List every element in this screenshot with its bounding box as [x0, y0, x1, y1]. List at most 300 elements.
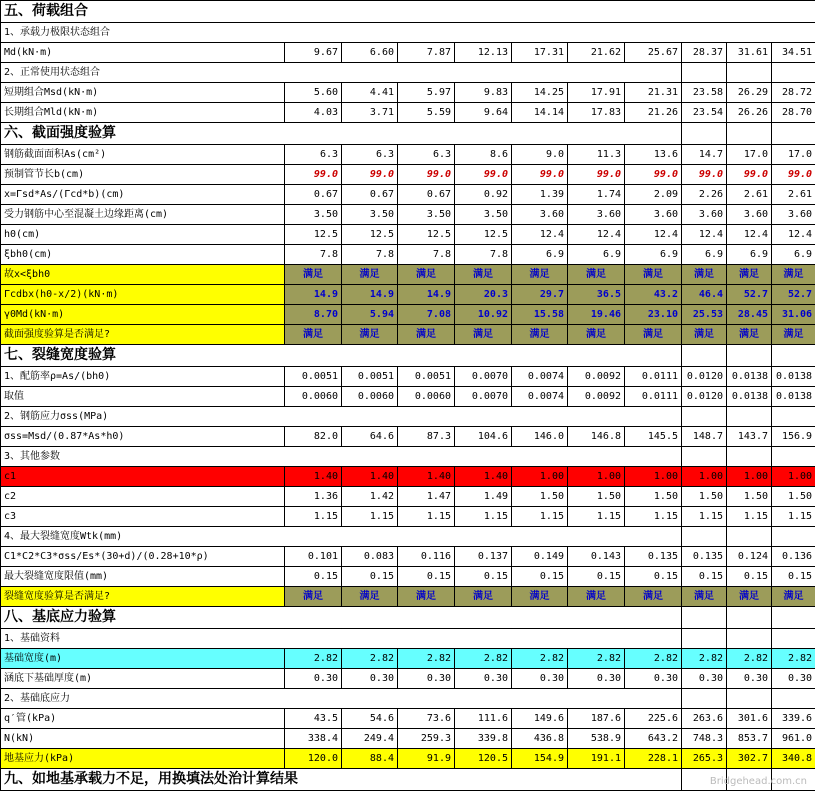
section-heading[interactable]: 五、荷载组合: [1, 1, 815, 23]
value-cell[interactable]: 91.9: [398, 749, 455, 769]
value-cell[interactable]: 3.60: [772, 205, 815, 225]
value-cell[interactable]: 4.03: [285, 103, 342, 123]
value-cell[interactable]: 1.40: [342, 467, 398, 487]
row-label[interactable]: 最大裂缝宽度限值(mm): [1, 567, 285, 587]
value-cell[interactable]: 12.4: [682, 225, 727, 245]
row-label[interactable]: 地基应力(kPa): [1, 749, 285, 769]
value-cell[interactable]: 853.7: [727, 729, 772, 749]
empty-cell[interactable]: [682, 527, 727, 547]
value-cell[interactable]: 120.0: [285, 749, 342, 769]
row-label[interactable]: σss=Msd/(0.87*As*h0): [1, 427, 285, 447]
value-cell[interactable]: 43.2: [625, 285, 682, 305]
row-label[interactable]: 截面强度验算是否满足?: [1, 325, 285, 345]
empty-cell[interactable]: [727, 407, 772, 427]
value-cell[interactable]: 满足: [512, 587, 568, 607]
value-cell[interactable]: 满足: [625, 265, 682, 285]
value-cell[interactable]: 436.8: [512, 729, 568, 749]
value-cell[interactable]: 14.14: [512, 103, 568, 123]
value-cell[interactable]: 满足: [285, 325, 342, 345]
row-label[interactable]: 4、最大裂缝宽度Wtk(mm): [1, 527, 682, 547]
value-cell[interactable]: 0.137: [455, 547, 512, 567]
value-cell[interactable]: 3.50: [398, 205, 455, 225]
empty-cell[interactable]: [727, 345, 772, 367]
value-cell[interactable]: 0.30: [772, 669, 815, 689]
value-cell[interactable]: 2.82: [455, 649, 512, 669]
value-cell[interactable]: 28.45: [727, 305, 772, 325]
row-label[interactable]: N(kN): [1, 729, 285, 749]
value-cell[interactable]: 20.3: [455, 285, 512, 305]
value-cell[interactable]: 1.50: [682, 487, 727, 507]
value-cell[interactable]: 满足: [342, 265, 398, 285]
row-label[interactable]: 2、正常使用状态组合: [1, 63, 682, 83]
value-cell[interactable]: 3.50: [342, 205, 398, 225]
empty-cell[interactable]: [727, 63, 772, 83]
value-cell[interactable]: 满足: [455, 325, 512, 345]
value-cell[interactable]: 12.4: [512, 225, 568, 245]
value-cell[interactable]: 3.71: [342, 103, 398, 123]
value-cell[interactable]: 99.0: [285, 165, 342, 185]
section-heading[interactable]: 六、截面强度验算: [1, 123, 682, 145]
empty-cell[interactable]: [682, 63, 727, 83]
value-cell[interactable]: 1.00: [727, 467, 772, 487]
value-cell[interactable]: 28.72: [772, 83, 815, 103]
value-cell[interactable]: 87.3: [398, 427, 455, 447]
value-cell[interactable]: 6.3: [285, 145, 342, 165]
value-cell[interactable]: 8.70: [285, 305, 342, 325]
value-cell[interactable]: 0.0111: [625, 367, 682, 387]
value-cell[interactable]: 12.5: [398, 225, 455, 245]
value-cell[interactable]: 2.26: [682, 185, 727, 205]
value-cell[interactable]: 21.26: [625, 103, 682, 123]
value-cell[interactable]: 2.82: [727, 649, 772, 669]
value-cell[interactable]: 1.50: [568, 487, 625, 507]
value-cell[interactable]: 339.8: [455, 729, 512, 749]
value-cell[interactable]: 28.70: [772, 103, 815, 123]
value-cell[interactable]: 1.00: [625, 467, 682, 487]
value-cell[interactable]: 0.15: [398, 567, 455, 587]
value-cell[interactable]: 28.37: [682, 43, 727, 63]
value-cell[interactable]: 21.31: [625, 83, 682, 103]
value-cell[interactable]: 1.00: [568, 467, 625, 487]
value-cell[interactable]: 0.30: [625, 669, 682, 689]
value-cell[interactable]: 12.4: [625, 225, 682, 245]
value-cell[interactable]: 23.58: [682, 83, 727, 103]
value-cell[interactable]: 4.41: [342, 83, 398, 103]
value-cell[interactable]: 满足: [682, 587, 727, 607]
value-cell[interactable]: 0.15: [342, 567, 398, 587]
value-cell[interactable]: 1.15: [727, 507, 772, 527]
empty-cell[interactable]: [682, 607, 727, 629]
empty-cell[interactable]: [682, 123, 727, 145]
value-cell[interactable]: 7.87: [398, 43, 455, 63]
value-cell[interactable]: 265.3: [682, 749, 727, 769]
value-cell[interactable]: 6.9: [568, 245, 625, 265]
value-cell[interactable]: 5.60: [285, 83, 342, 103]
value-cell[interactable]: 1.15: [512, 507, 568, 527]
empty-cell[interactable]: [682, 629, 727, 649]
row-label[interactable]: q′管(kPa): [1, 709, 285, 729]
value-cell[interactable]: 0.30: [455, 669, 512, 689]
value-cell[interactable]: 6.3: [398, 145, 455, 165]
value-cell[interactable]: 满足: [285, 265, 342, 285]
value-cell[interactable]: 9.0: [512, 145, 568, 165]
row-label[interactable]: c3: [1, 507, 285, 527]
value-cell[interactable]: 满足: [625, 587, 682, 607]
value-cell[interactable]: 1.40: [398, 467, 455, 487]
value-cell[interactable]: 34.51: [772, 43, 815, 63]
value-cell[interactable]: 15.58: [512, 305, 568, 325]
value-cell[interactable]: 154.9: [512, 749, 568, 769]
value-cell[interactable]: 满足: [342, 587, 398, 607]
value-cell[interactable]: 0.0074: [512, 367, 568, 387]
value-cell[interactable]: 99.0: [625, 165, 682, 185]
value-cell[interactable]: 23.10: [625, 305, 682, 325]
value-cell[interactable]: 满足: [568, 587, 625, 607]
value-cell[interactable]: 6.9: [682, 245, 727, 265]
value-cell[interactable]: 0.15: [455, 567, 512, 587]
section-heading[interactable]: 八、基底应力验算: [1, 607, 682, 629]
row-label[interactable]: 3、其他参数: [1, 447, 682, 467]
value-cell[interactable]: 0.15: [682, 567, 727, 587]
value-cell[interactable]: 7.8: [342, 245, 398, 265]
value-cell[interactable]: 12.5: [285, 225, 342, 245]
value-cell[interactable]: 满足: [727, 265, 772, 285]
value-cell[interactable]: 0.0051: [285, 367, 342, 387]
value-cell[interactable]: 1.40: [455, 467, 512, 487]
value-cell[interactable]: 17.83: [568, 103, 625, 123]
value-cell[interactable]: 0.101: [285, 547, 342, 567]
value-cell[interactable]: 0.30: [285, 669, 342, 689]
value-cell[interactable]: 11.3: [568, 145, 625, 165]
empty-cell[interactable]: [682, 447, 727, 467]
row-label[interactable]: 裂缝宽度验算是否满足?: [1, 587, 285, 607]
value-cell[interactable]: 259.3: [398, 729, 455, 749]
empty-cell[interactable]: [772, 123, 815, 145]
value-cell[interactable]: 0.92: [455, 185, 512, 205]
value-cell[interactable]: 88.4: [342, 749, 398, 769]
value-cell[interactable]: 23.54: [682, 103, 727, 123]
value-cell[interactable]: 0.116: [398, 547, 455, 567]
value-cell[interactable]: 0.135: [682, 547, 727, 567]
value-cell[interactable]: 191.1: [568, 749, 625, 769]
value-cell[interactable]: 0.67: [285, 185, 342, 205]
value-cell[interactable]: 1.15: [682, 507, 727, 527]
value-cell[interactable]: 99.0: [512, 165, 568, 185]
value-cell[interactable]: 1.36: [285, 487, 342, 507]
value-cell[interactable]: 3.50: [455, 205, 512, 225]
value-cell[interactable]: 1.50: [727, 487, 772, 507]
row-label[interactable]: 1、配筋率ρ=As/(bh0): [1, 367, 285, 387]
value-cell[interactable]: 2.82: [398, 649, 455, 669]
value-cell[interactable]: 1.74: [568, 185, 625, 205]
value-cell[interactable]: 46.4: [682, 285, 727, 305]
empty-cell[interactable]: [772, 447, 815, 467]
value-cell[interactable]: 302.7: [727, 749, 772, 769]
value-cell[interactable]: 0.30: [682, 669, 727, 689]
value-cell[interactable]: 17.0: [727, 145, 772, 165]
value-cell[interactable]: 263.6: [682, 709, 727, 729]
value-cell[interactable]: 0.143: [568, 547, 625, 567]
value-cell[interactable]: 满足: [568, 325, 625, 345]
value-cell[interactable]: 12.5: [455, 225, 512, 245]
row-label[interactable]: 基础宽度(m): [1, 649, 285, 669]
row-label[interactable]: 2、钢筋应力σss(MPa): [1, 407, 682, 427]
value-cell[interactable]: 99.0: [772, 165, 815, 185]
value-cell[interactable]: 3.60: [512, 205, 568, 225]
value-cell[interactable]: 19.46: [568, 305, 625, 325]
row-label[interactable]: 预制管节长b(cm): [1, 165, 285, 185]
value-cell[interactable]: 1.15: [772, 507, 815, 527]
value-cell[interactable]: 99.0: [727, 165, 772, 185]
value-cell[interactable]: 17.0: [772, 145, 815, 165]
value-cell[interactable]: 满足: [285, 587, 342, 607]
value-cell[interactable]: 0.0074: [512, 387, 568, 407]
value-cell[interactable]: 3.60: [727, 205, 772, 225]
value-cell[interactable]: 满足: [682, 265, 727, 285]
value-cell[interactable]: 1.15: [568, 507, 625, 527]
value-cell[interactable]: 0.124: [727, 547, 772, 567]
value-cell[interactable]: 0.136: [772, 547, 815, 567]
value-cell[interactable]: 6.9: [727, 245, 772, 265]
value-cell[interactable]: 0.149: [512, 547, 568, 567]
value-cell[interactable]: 225.6: [625, 709, 682, 729]
value-cell[interactable]: 0.30: [512, 669, 568, 689]
value-cell[interactable]: 145.5: [625, 427, 682, 447]
empty-cell[interactable]: [727, 527, 772, 547]
value-cell[interactable]: 1.15: [285, 507, 342, 527]
value-cell[interactable]: 29.7: [512, 285, 568, 305]
value-cell[interactable]: 2.61: [772, 185, 815, 205]
value-cell[interactable]: 21.62: [568, 43, 625, 63]
value-cell[interactable]: 2.09: [625, 185, 682, 205]
value-cell[interactable]: 99.0: [568, 165, 625, 185]
value-cell[interactable]: 0.083: [342, 547, 398, 567]
row-label[interactable]: c1: [1, 467, 285, 487]
value-cell[interactable]: 73.6: [398, 709, 455, 729]
empty-cell[interactable]: [727, 447, 772, 467]
value-cell[interactable]: 6.60: [342, 43, 398, 63]
value-cell[interactable]: 3.60: [568, 205, 625, 225]
row-label[interactable]: C1*C2*C3*σss/Es*(30+d)/(0.28+10*ρ): [1, 547, 285, 567]
value-cell[interactable]: 340.8: [772, 749, 815, 769]
value-cell[interactable]: 0.0070: [455, 367, 512, 387]
value-cell[interactable]: 3.60: [682, 205, 727, 225]
value-cell[interactable]: 52.7: [727, 285, 772, 305]
row-label[interactable]: Γcdbx(h0-x/2)(kN·m): [1, 285, 285, 305]
value-cell[interactable]: 9.67: [285, 43, 342, 63]
value-cell[interactable]: 111.6: [455, 709, 512, 729]
value-cell[interactable]: 99.0: [342, 165, 398, 185]
value-cell[interactable]: 99.0: [455, 165, 512, 185]
value-cell[interactable]: 满足: [455, 587, 512, 607]
value-cell[interactable]: 3.60: [625, 205, 682, 225]
value-cell[interactable]: 满足: [772, 587, 815, 607]
value-cell[interactable]: 2.82: [568, 649, 625, 669]
value-cell[interactable]: 146.0: [512, 427, 568, 447]
value-cell[interactable]: 14.7: [682, 145, 727, 165]
value-cell[interactable]: 54.6: [342, 709, 398, 729]
value-cell[interactable]: 1.39: [512, 185, 568, 205]
value-cell[interactable]: 0.0051: [398, 367, 455, 387]
section-heading[interactable]: 七、裂缝宽度验算: [1, 345, 682, 367]
value-cell[interactable]: 25.67: [625, 43, 682, 63]
value-cell[interactable]: 0.0060: [342, 387, 398, 407]
row-label[interactable]: x=Γsd*As/(Γcd*b)(cm): [1, 185, 285, 205]
row-label[interactable]: 长期组合Mld(kN·m): [1, 103, 285, 123]
value-cell[interactable]: 14.9: [342, 285, 398, 305]
value-cell[interactable]: 满足: [398, 265, 455, 285]
value-cell[interactable]: 31.06: [772, 305, 815, 325]
value-cell[interactable]: 148.7: [682, 427, 727, 447]
value-cell[interactable]: 1.50: [512, 487, 568, 507]
value-cell[interactable]: 满足: [398, 587, 455, 607]
value-cell[interactable]: 12.5: [342, 225, 398, 245]
empty-cell[interactable]: [682, 407, 727, 427]
value-cell[interactable]: 0.0051: [342, 367, 398, 387]
value-cell[interactable]: 2.82: [772, 649, 815, 669]
value-cell[interactable]: 0.30: [342, 669, 398, 689]
value-cell[interactable]: 7.8: [285, 245, 342, 265]
value-cell[interactable]: 0.0138: [772, 367, 815, 387]
value-cell[interactable]: 2.61: [727, 185, 772, 205]
empty-cell[interactable]: [772, 407, 815, 427]
value-cell[interactable]: 25.53: [682, 305, 727, 325]
value-cell[interactable]: 0.15: [568, 567, 625, 587]
value-cell[interactable]: 0.0060: [285, 387, 342, 407]
value-cell[interactable]: 满足: [342, 325, 398, 345]
row-label[interactable]: c2: [1, 487, 285, 507]
value-cell[interactable]: 26.26: [727, 103, 772, 123]
value-cell[interactable]: 0.0070: [455, 387, 512, 407]
value-cell[interactable]: 满足: [398, 325, 455, 345]
value-cell[interactable]: 0.67: [342, 185, 398, 205]
value-cell[interactable]: 14.25: [512, 83, 568, 103]
value-cell[interactable]: 5.97: [398, 83, 455, 103]
value-cell[interactable]: 6.9: [625, 245, 682, 265]
value-cell[interactable]: 1.50: [772, 487, 815, 507]
value-cell[interactable]: 满足: [512, 265, 568, 285]
empty-cell[interactable]: [727, 689, 772, 709]
value-cell[interactable]: 26.29: [727, 83, 772, 103]
row-label[interactable]: 1、基础资料: [1, 629, 682, 649]
value-cell[interactable]: 满足: [625, 325, 682, 345]
value-cell[interactable]: 0.15: [772, 567, 815, 587]
row-label[interactable]: 取值: [1, 387, 285, 407]
row-label[interactable]: 2、基础底应力: [1, 689, 682, 709]
value-cell[interactable]: 36.5: [568, 285, 625, 305]
value-cell[interactable]: 339.6: [772, 709, 815, 729]
row-label[interactable]: γ0Md(kN·m): [1, 305, 285, 325]
value-cell[interactable]: 3.50: [285, 205, 342, 225]
value-cell[interactable]: 0.67: [398, 185, 455, 205]
value-cell[interactable]: 301.6: [727, 709, 772, 729]
value-cell[interactable]: 338.4: [285, 729, 342, 749]
value-cell[interactable]: 0.0138: [727, 387, 772, 407]
value-cell[interactable]: 0.0120: [682, 387, 727, 407]
empty-cell[interactable]: [682, 345, 727, 367]
value-cell[interactable]: 17.91: [568, 83, 625, 103]
value-cell[interactable]: 满足: [512, 325, 568, 345]
value-cell[interactable]: 2.82: [682, 649, 727, 669]
value-cell[interactable]: 961.0: [772, 729, 815, 749]
empty-cell[interactable]: [727, 123, 772, 145]
value-cell[interactable]: 9.64: [455, 103, 512, 123]
value-cell[interactable]: 满足: [455, 265, 512, 285]
value-cell[interactable]: 1.49: [455, 487, 512, 507]
empty-cell[interactable]: [727, 607, 772, 629]
empty-cell[interactable]: [772, 63, 815, 83]
value-cell[interactable]: 5.59: [398, 103, 455, 123]
value-cell[interactable]: 满足: [727, 325, 772, 345]
value-cell[interactable]: 1.50: [625, 487, 682, 507]
value-cell[interactable]: 0.0060: [398, 387, 455, 407]
value-cell[interactable]: 12.4: [727, 225, 772, 245]
value-cell[interactable]: 12.4: [772, 225, 815, 245]
value-cell[interactable]: 13.6: [625, 145, 682, 165]
value-cell[interactable]: 1.00: [682, 467, 727, 487]
value-cell[interactable]: 满足: [772, 325, 815, 345]
value-cell[interactable]: 187.6: [568, 709, 625, 729]
value-cell[interactable]: 满足: [682, 325, 727, 345]
value-cell[interactable]: 12.13: [455, 43, 512, 63]
value-cell[interactable]: 0.30: [727, 669, 772, 689]
value-cell[interactable]: 2.82: [512, 649, 568, 669]
value-cell[interactable]: 0.0138: [772, 387, 815, 407]
value-cell[interactable]: 52.7: [772, 285, 815, 305]
value-cell[interactable]: 0.15: [727, 567, 772, 587]
row-label[interactable]: h0(cm): [1, 225, 285, 245]
value-cell[interactable]: 99.0: [398, 165, 455, 185]
value-cell[interactable]: 228.1: [625, 749, 682, 769]
row-label[interactable]: Md(kN·m): [1, 43, 285, 63]
row-label[interactable]: 故x<ξbh0: [1, 265, 285, 285]
value-cell[interactable]: 2.82: [342, 649, 398, 669]
value-cell[interactable]: 0.15: [285, 567, 342, 587]
empty-cell[interactable]: [682, 689, 727, 709]
value-cell[interactable]: 1.47: [398, 487, 455, 507]
value-cell[interactable]: 7.08: [398, 305, 455, 325]
value-cell[interactable]: 6.3: [342, 145, 398, 165]
value-cell[interactable]: 10.92: [455, 305, 512, 325]
row-label[interactable]: ξbh0(cm): [1, 245, 285, 265]
value-cell[interactable]: 0.0111: [625, 387, 682, 407]
value-cell[interactable]: 满足: [568, 265, 625, 285]
value-cell[interactable]: 2.82: [625, 649, 682, 669]
value-cell[interactable]: 64.6: [342, 427, 398, 447]
empty-cell[interactable]: [772, 527, 815, 547]
value-cell[interactable]: 2.82: [285, 649, 342, 669]
value-cell[interactable]: 43.5: [285, 709, 342, 729]
value-cell[interactable]: 14.9: [398, 285, 455, 305]
value-cell[interactable]: 249.4: [342, 729, 398, 749]
value-cell[interactable]: 120.5: [455, 749, 512, 769]
value-cell[interactable]: 0.0120: [682, 367, 727, 387]
value-cell[interactable]: 1.15: [342, 507, 398, 527]
value-cell[interactable]: 99.0: [682, 165, 727, 185]
value-cell[interactable]: 146.8: [568, 427, 625, 447]
value-cell[interactable]: 1.40: [285, 467, 342, 487]
value-cell[interactable]: 7.8: [398, 245, 455, 265]
value-cell[interactable]: 748.3: [682, 729, 727, 749]
value-cell[interactable]: 82.0: [285, 427, 342, 447]
empty-cell[interactable]: [772, 607, 815, 629]
value-cell[interactable]: 104.6: [455, 427, 512, 447]
value-cell[interactable]: 8.6: [455, 145, 512, 165]
value-cell[interactable]: 0.135: [625, 547, 682, 567]
value-cell[interactable]: 6.9: [512, 245, 568, 265]
value-cell[interactable]: 0.30: [568, 669, 625, 689]
empty-cell[interactable]: [772, 345, 815, 367]
